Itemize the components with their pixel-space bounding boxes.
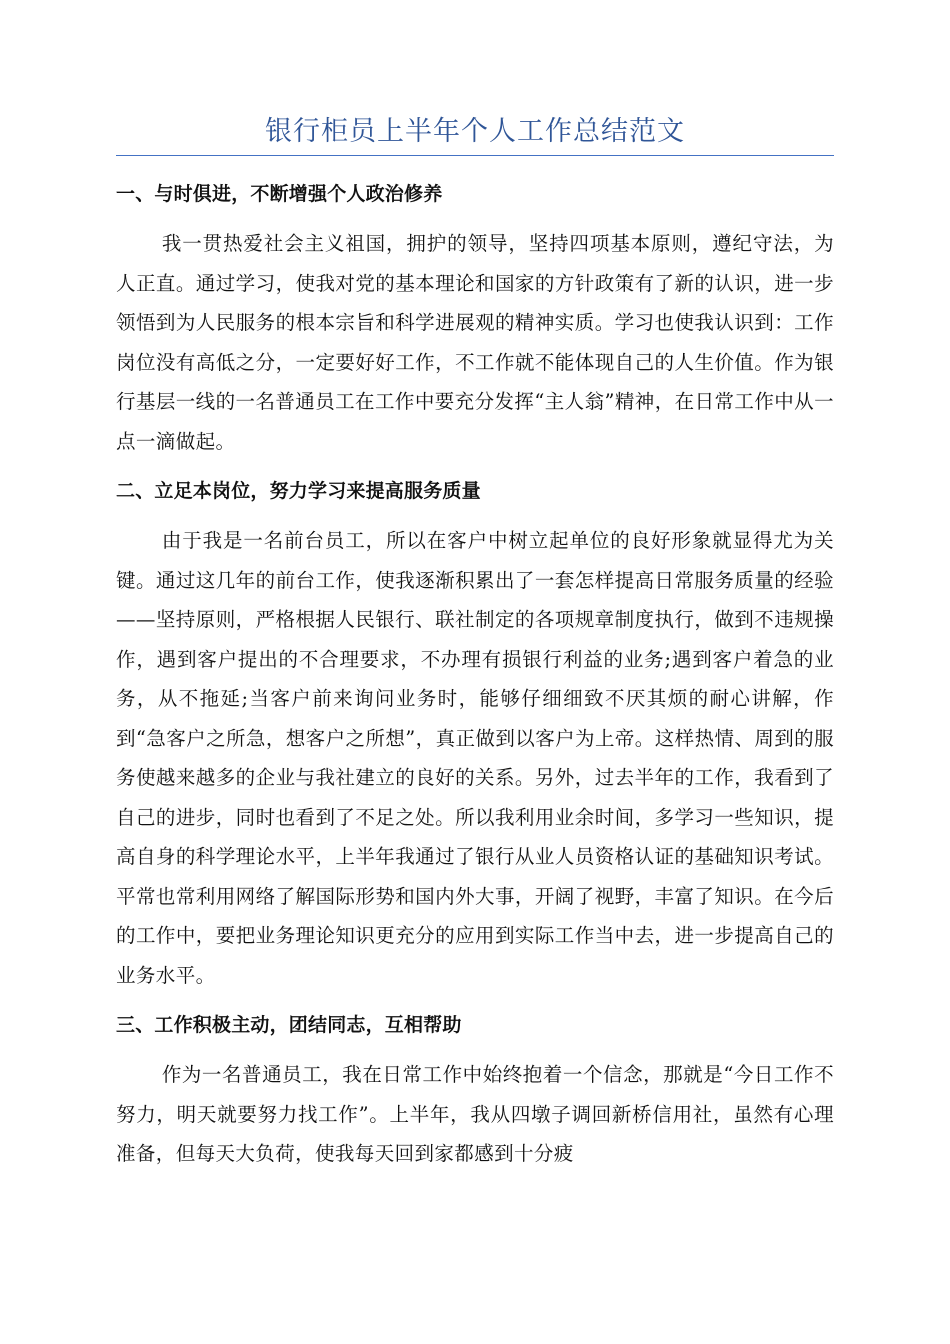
section-heading: 三、工作积极主动，团结同志，互相帮助 bbox=[116, 1014, 462, 1036]
section-paragraph: 我一贯热爱社会主义祖国，拥护的领导，坚持四项基本原则，遵纪守法，为人正直。通过学习，使我对党的基本理论和国家的方针政策有了新的认识，进一步领悟到为人民服务的根本宗旨和科学进展观的精神实质。学习也使我认识到：工作岗位没有高低之分，一定要好好工作，不工作就不能体现自己的人生价值。作为银行基层一线的一名普通员工在工作中要充分发挥“主人翁”精神，在日常工作中从一点一滴做起。 bbox=[116, 232, 834, 453]
document-title: 银行柜员上半年个人工作总结范文 bbox=[265, 116, 685, 147]
document-body bbox=[116, 174, 834, 1184]
section-2 bbox=[116, 471, 834, 995]
section-paragraph: 由于我是一名前台员工，所以在客户中树立起单位的良好形象就显得尤为关键。通过这几年的前台工作，使我逐渐积累出了一套怎样提高日常服务质量的经验——坚持原则，严格根据人民银行、联社制定的各项规章制度执行，做到不违规操作，遇到客户提出的不合理要求，不办理有损银行利益的业务;遇到客户着急的业务，从不拖延;当客户前来询问业务时，能够仔细细致不厌其烦的耐心讲解，作到“急客户之所急，想客户之所想”，真正做到以客户为上帝。这样热情、周到的服务使越来越多的企业与我社建立的良好的关系。另外，过去半年的工作，我看到了自己的进步，同时也看到了不足之处。所以我利用业余时间，多学习一些知识，提高自身的科学理论水平，上半年我通过了银行从业人员资格认证的基础知识考试。平常也常利用网络了解国际形势和国内外大事，开阔了视野，丰富了知识。在今后的工作中，要把业务理论知识更充分的应用到实际工作当中去，进一步提高自己的业务水平。 bbox=[116, 529, 834, 987]
section-paragraph: 作为一名普通员工，我在日常工作中始终抱着一个信念，那就是“今日工作不努力，明天就要努力找工作”。上半年，我从四墩子调回新桥信用社，虽然有心理准备，但每天大负荷，使我每天回到家都感到十分疲 bbox=[116, 1063, 834, 1165]
section-heading: 二、立足本岗位，努力学习来提高服务质量 bbox=[116, 480, 481, 502]
section-heading: 一、与时俱进，不断增强个人政治修养 bbox=[116, 183, 443, 205]
section-3 bbox=[116, 1005, 834, 1174]
section-1 bbox=[116, 174, 834, 461]
title-underline bbox=[116, 155, 834, 156]
